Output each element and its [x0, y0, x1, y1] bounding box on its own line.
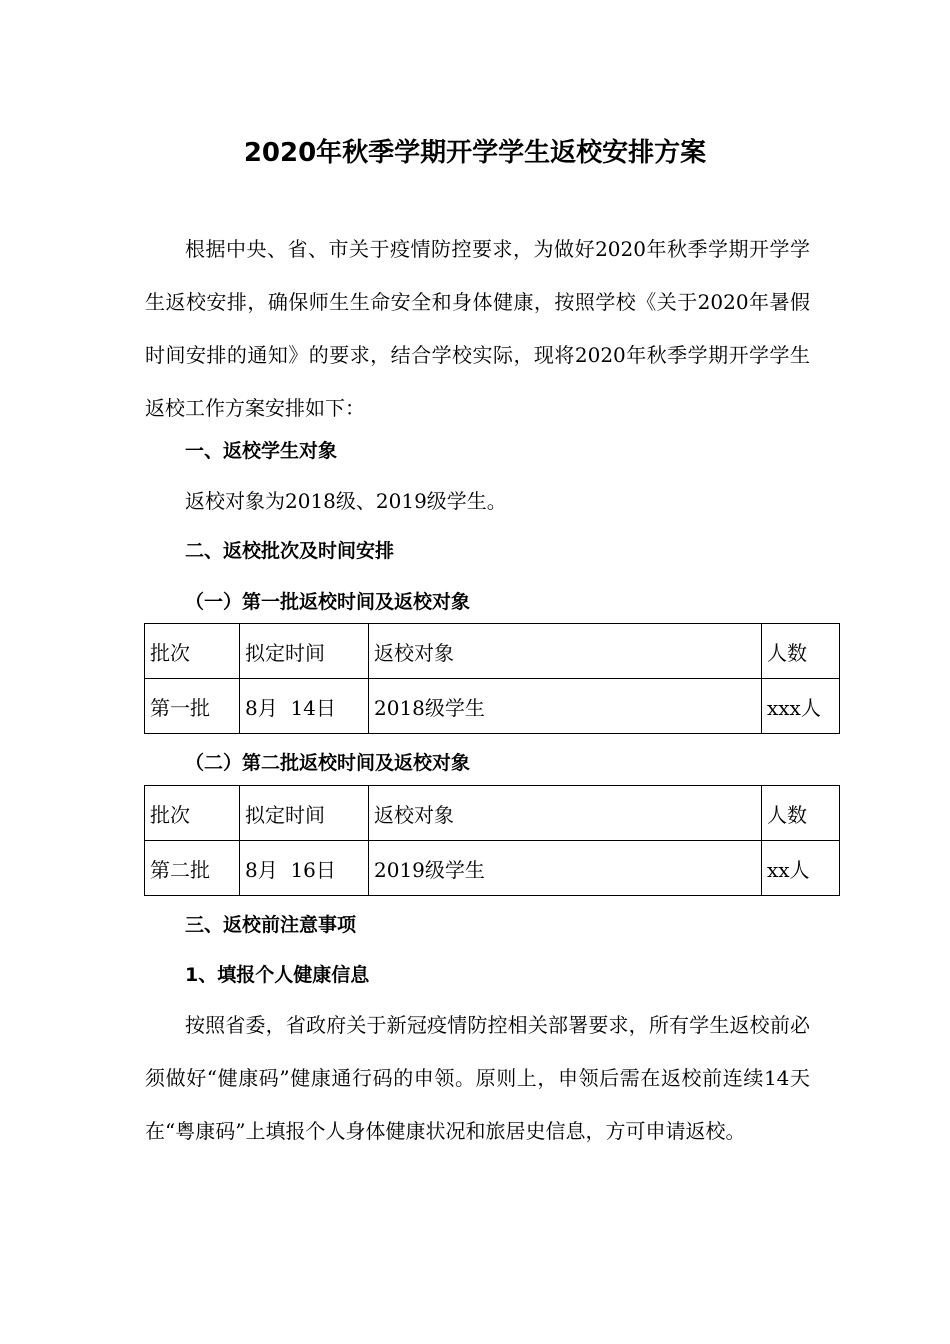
cell-target: 2019级学生 — [369, 841, 762, 896]
batch1-table — [144, 623, 840, 734]
header-target: 返校对象 — [369, 624, 762, 679]
batch1-heading: （一）第一批返校时间及返校对象 — [185, 591, 471, 613]
batch2-heading: （二）第二批返校时间及返校对象 — [185, 752, 471, 774]
header-time: 拟定时间 — [240, 624, 369, 679]
cell-time: 8月 16日 — [240, 841, 369, 896]
cell-batch: 第二批 — [145, 841, 240, 896]
batch2-table — [144, 785, 840, 896]
section1-heading: 一、返校学生对象 — [185, 440, 338, 462]
table-header-row — [145, 786, 840, 841]
cell-time: 8月 14日 — [240, 679, 369, 734]
cell-count: xxx人 — [762, 679, 840, 734]
section1-text: 返校对象为2018级、2019级学生。 — [185, 489, 507, 513]
header-time: 拟定时间 — [240, 786, 369, 841]
header-count: 人数 — [762, 786, 840, 841]
cell-batch: 第一批 — [145, 679, 240, 734]
section3-sub1-heading: 1、填报个人健康信息 — [185, 964, 370, 986]
cell-target: 2018级学生 — [369, 679, 762, 734]
section3-heading: 三、返校前注意事项 — [185, 914, 357, 936]
header-count: 人数 — [762, 624, 840, 679]
intro-paragraph: 根据中央、省、市关于疫情防控要求，为做好2020年秋季学期开学学生返校安排，确保师生生命安全和身体健康，按照学校《关于2020年暑假时间安排的通知》的要求，结合学校实际，现将2020年秋季学期开学学生返校工作方案安排如下： — [145, 237, 810, 420]
header-batch: 批次 — [145, 786, 240, 841]
table-row — [145, 679, 840, 734]
cell-count: xx人 — [762, 841, 840, 896]
table-header-row — [145, 624, 840, 679]
document-title: 2020年秋季学期开学学生返校安排方案 — [243, 138, 707, 168]
header-batch: 批次 — [145, 624, 240, 679]
header-target: 返校对象 — [369, 786, 762, 841]
table-row — [145, 841, 840, 896]
section3-sub1-paragraph: 按照省委，省政府关于新冠疫情防控相关部署要求，所有学生返校前必须做好“健康码”健康通行码的申领。原则上，申领后需在返校前连续14天在“粤康码”上填报个人身体健康状况和旅居史信息，方可申请返校。 — [145, 1013, 810, 1143]
section2-heading: 二、返校批次及时间安排 — [185, 540, 395, 562]
